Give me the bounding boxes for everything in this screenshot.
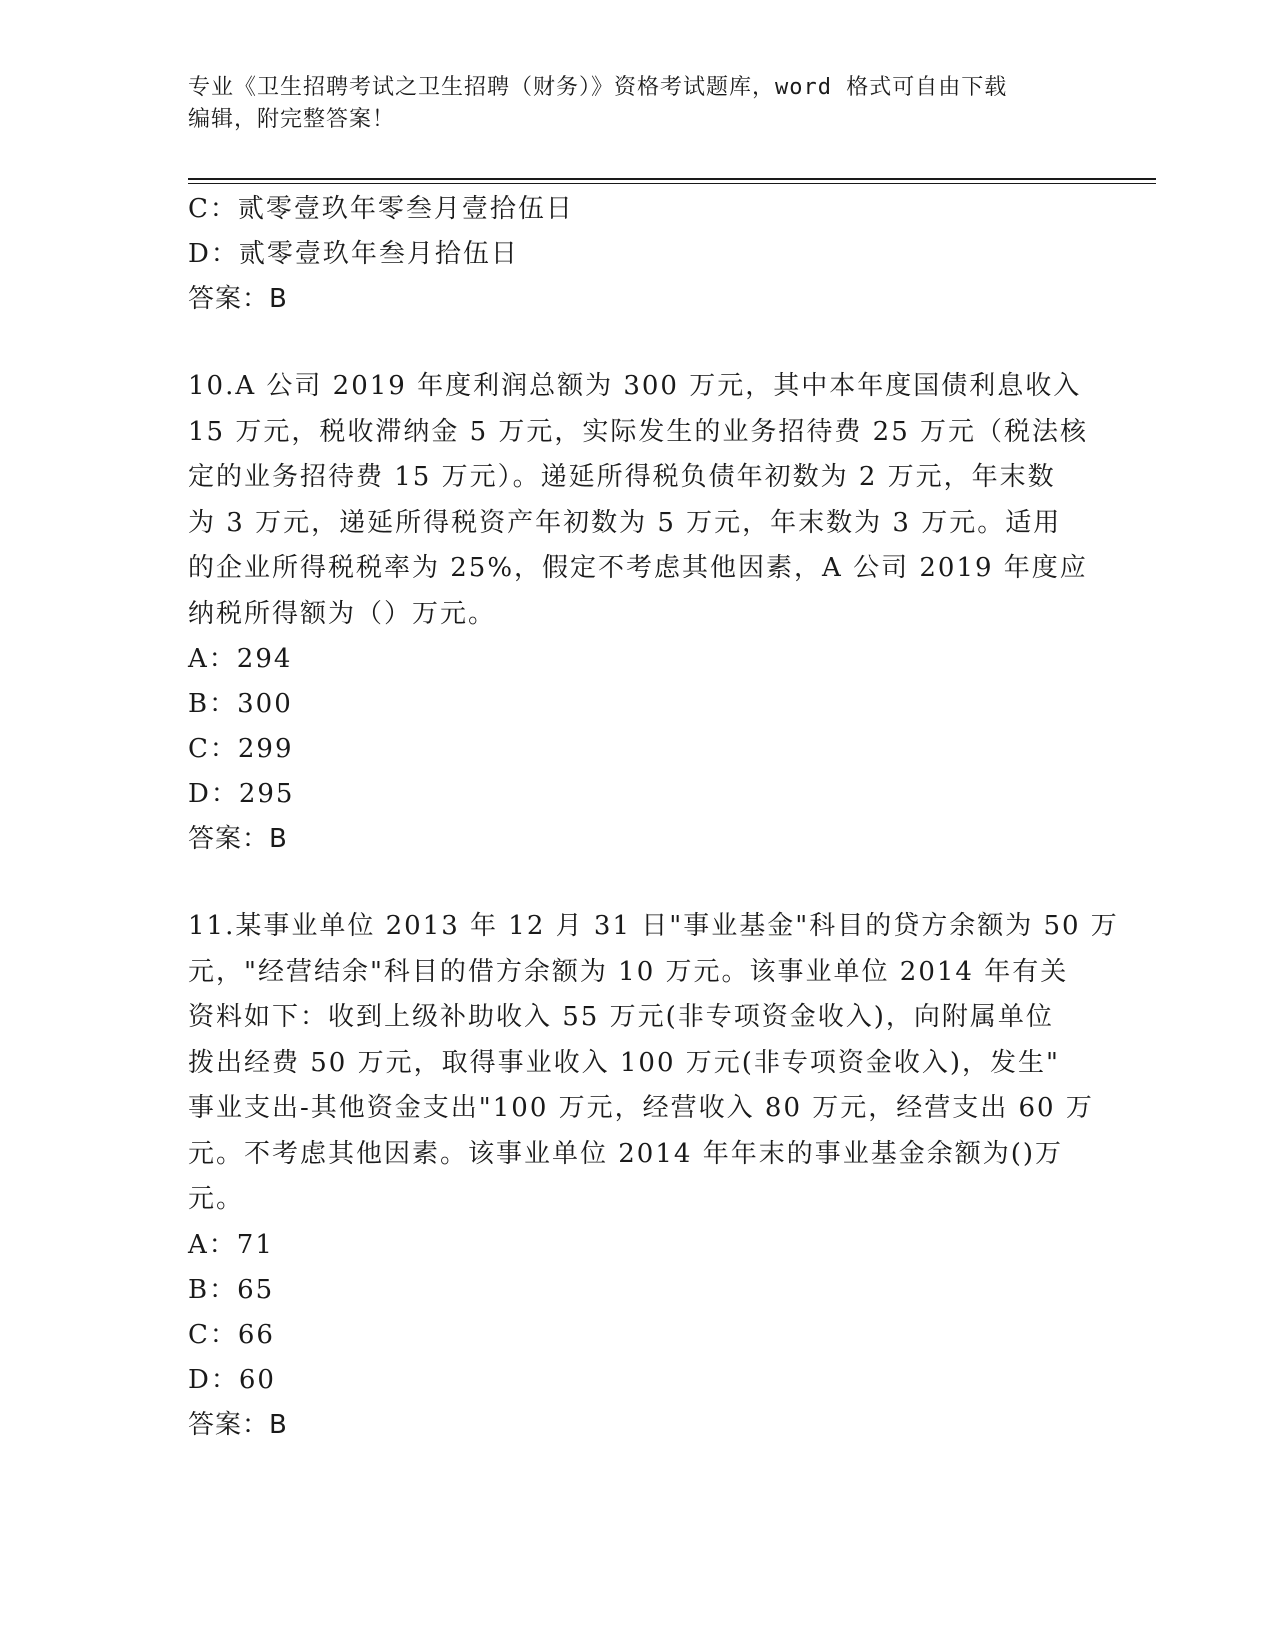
question-line: 10.A 公司 2019 年度利润总额为 300 万元，其中本年度国债利息收入 xyxy=(188,371,1082,401)
header-divider xyxy=(188,178,1156,184)
answer: 答案：B xyxy=(188,284,288,314)
question-text xyxy=(188,904,1119,1223)
answer: 答案：B xyxy=(188,1409,288,1440)
question-line: 的企业所得税税率为 25%，假定不考虑其他因素，A 公司 2019 年度应 xyxy=(188,553,1088,583)
option-b: B：300 xyxy=(188,689,293,719)
option-a: A：294 xyxy=(188,644,293,674)
option-d: D：贰零壹玖年叁月拾伍日 xyxy=(188,239,519,269)
option-c: C：66 xyxy=(188,1319,275,1350)
question-line: 11.某事业单位 2013 年 12 月 31 日"事业基金"科目的贷方余额为 50 万 xyxy=(188,911,1119,941)
page-header xyxy=(188,72,1088,136)
question-line: 资料如下：收到上级补助收入 55 万元(非专项资金收入)，向附属单位 xyxy=(188,1002,1054,1032)
question-11 xyxy=(188,904,1119,1448)
question-text xyxy=(188,364,1088,637)
option-d: D：295 xyxy=(188,779,295,809)
question-line: 拨出经费 50 万元，取得事业收入 100 万元(非专项资金收入)，发生" xyxy=(188,1047,1061,1078)
spacer xyxy=(188,322,1088,364)
header-line: 专业《卫生招聘考试之卫生招聘（财务）》资格考试题库，word 格式可自由下载 xyxy=(188,75,1008,100)
option-c: C：贰零壹玖年零叁月壹拾伍日 xyxy=(188,194,574,224)
question-line: 元，"经营结余"科目的借方余额为 10 万元。该事业单位 2014 年有关 xyxy=(188,956,1069,987)
question-line: 为 3 万元，递延所得税资产年初数为 5 万元，年末数为 3 万元。适用 xyxy=(188,507,1062,538)
question-line: 15 万元，税收滞纳金 5 万元，实际发生的业务招待费 25 万元（税法核 xyxy=(188,416,1089,447)
question-line: 定的业务招待费 15 万元）。递延所得税负债年初数为 2 万元，年末数 xyxy=(188,462,1056,492)
answer: 答案：B xyxy=(188,824,288,854)
option-b: B：65 xyxy=(188,1274,275,1305)
question-line: 事业支出-其他资金支出"100 万元，经营收入 80 万元，经营支出 60 万 xyxy=(188,1093,1094,1123)
question-10 xyxy=(188,364,1088,862)
header-line: 编辑，附完整答案！ xyxy=(188,107,396,132)
question-line: 元。 xyxy=(188,1184,245,1214)
question-content xyxy=(188,187,1119,1448)
question-line: 元。不考虑其他因素。该事业单位 2014 年年末的事业基金余额为()万 xyxy=(188,1138,1063,1169)
option-a: A：71 xyxy=(188,1229,274,1260)
spacer xyxy=(188,862,1088,904)
question-line: 纳税所得额为（）万元。 xyxy=(188,598,497,629)
option-c: C：299 xyxy=(188,734,294,764)
question-9-tail xyxy=(188,187,1088,322)
option-d: D：60 xyxy=(188,1364,276,1395)
